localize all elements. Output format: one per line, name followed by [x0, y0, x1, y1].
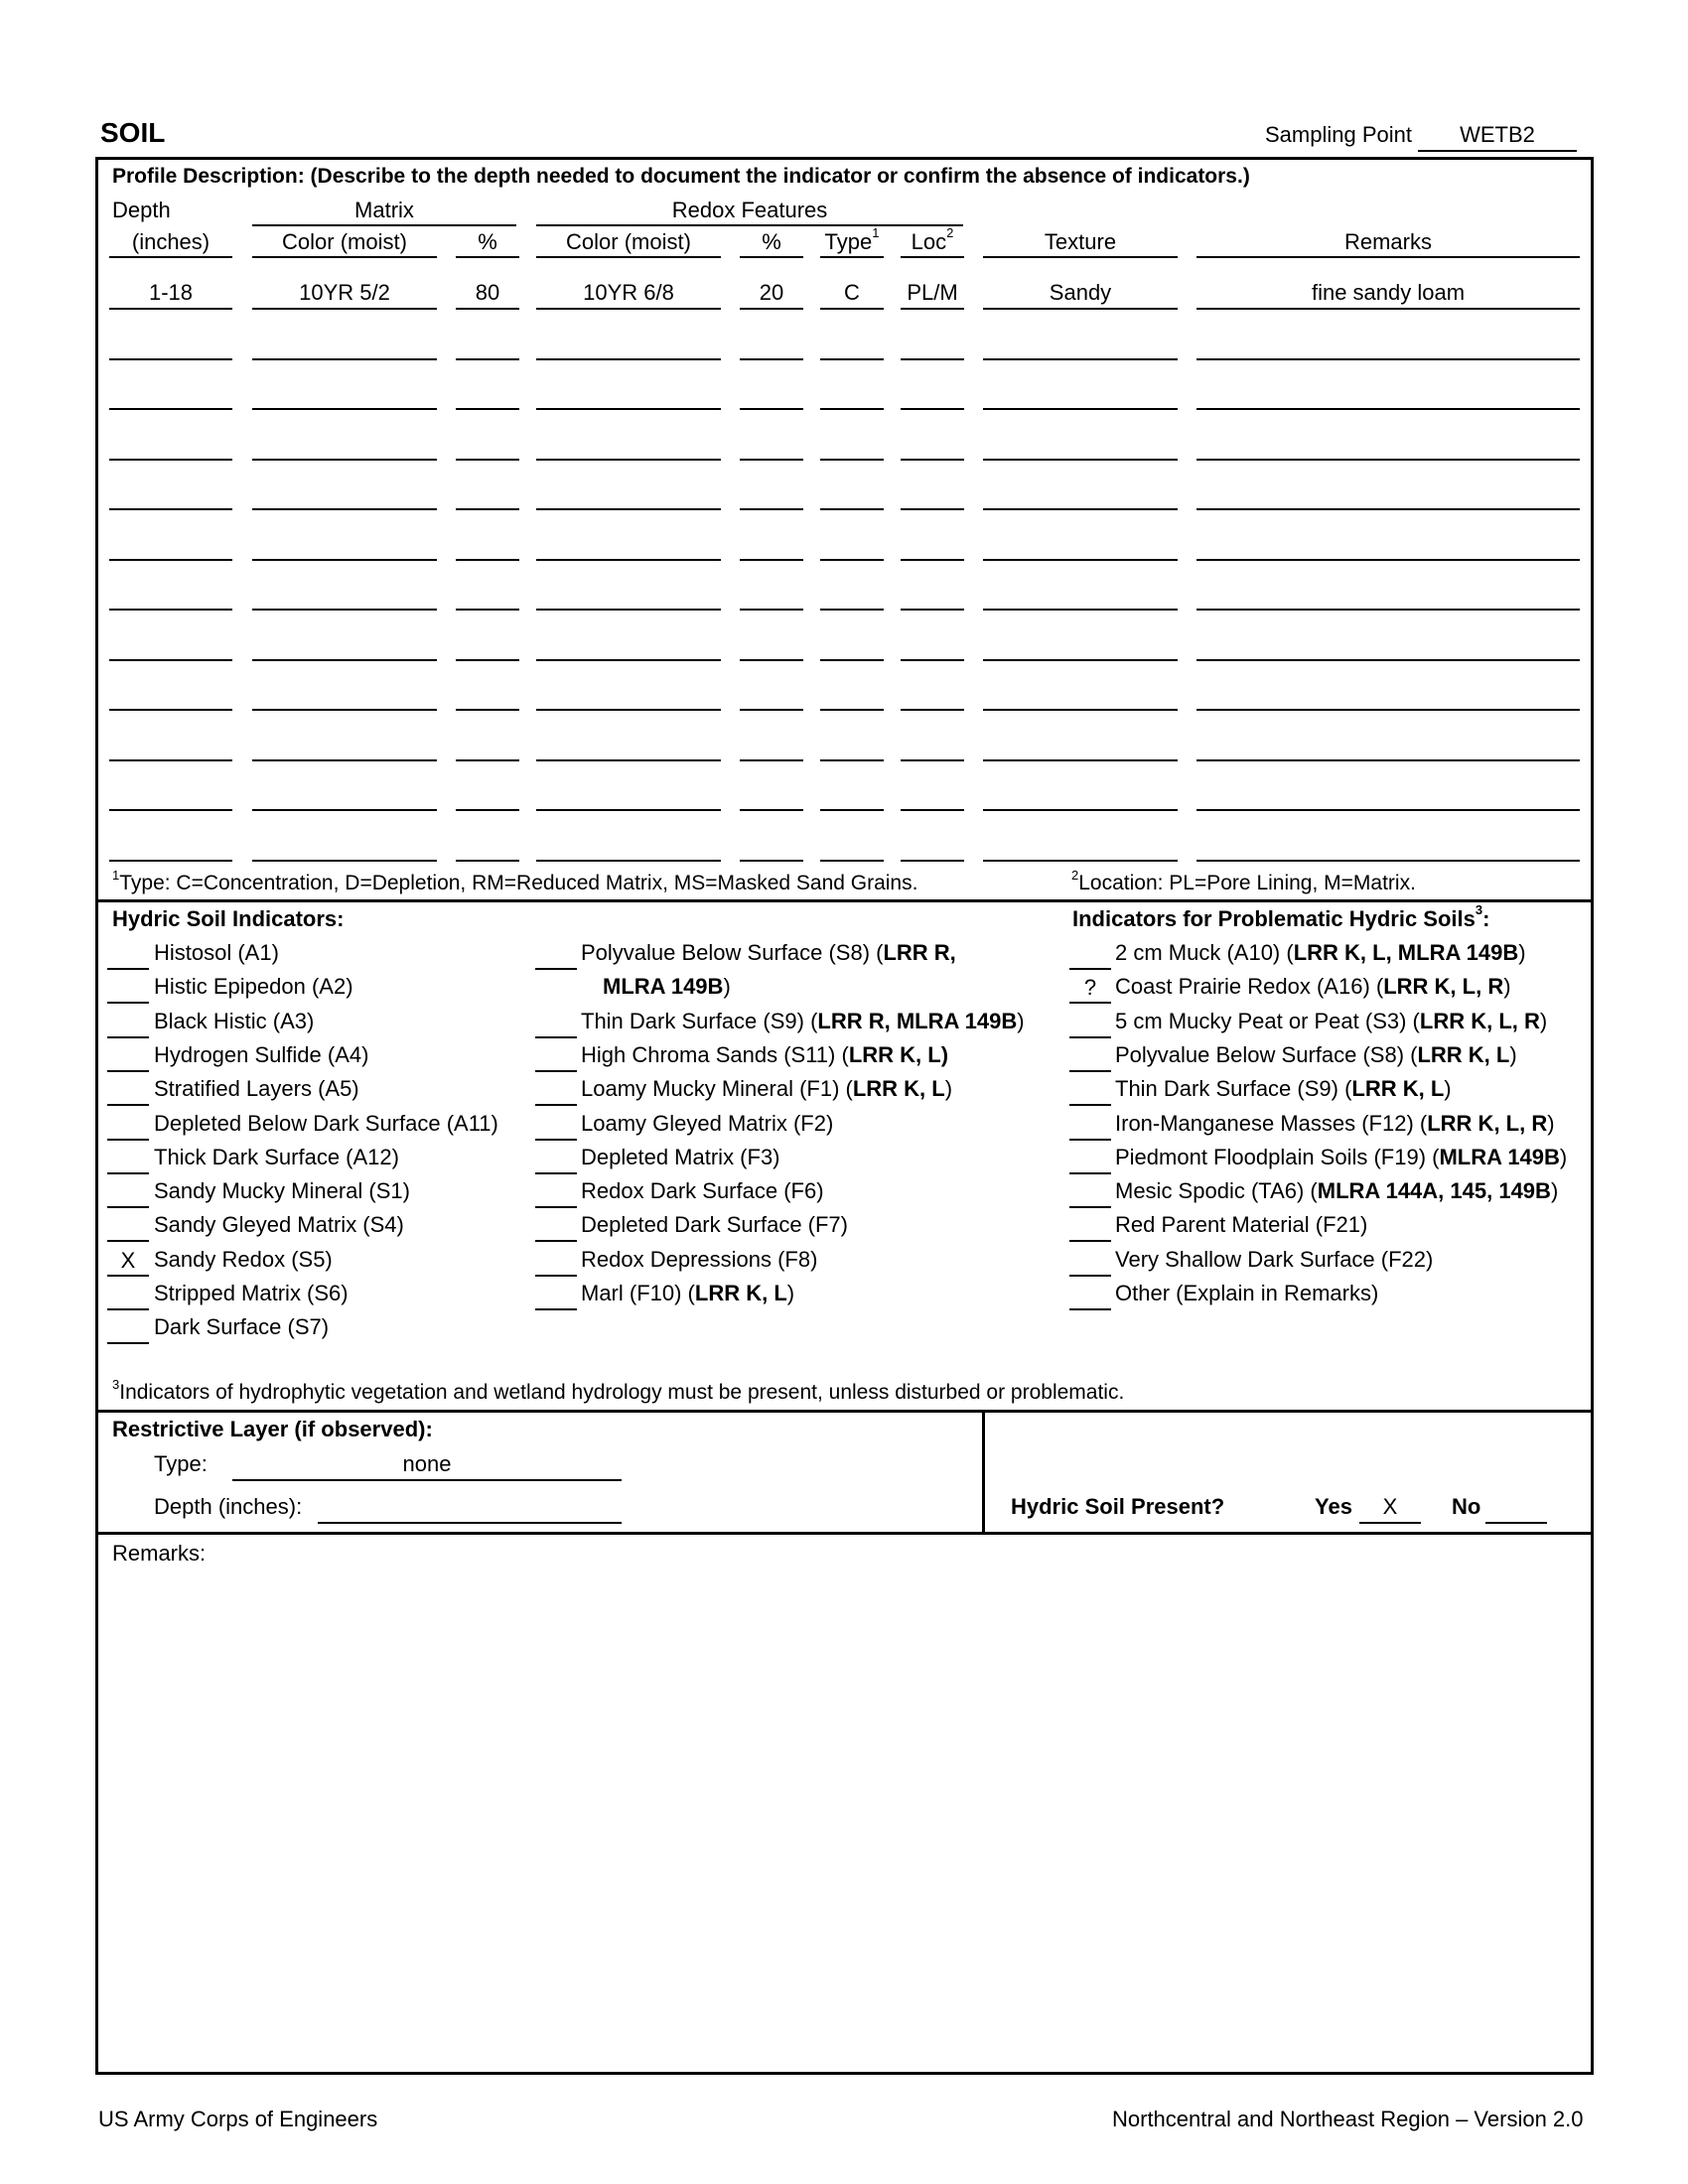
profile-redox-percent-field[interactable]: [740, 380, 803, 410]
profile-depth-field[interactable]: [109, 631, 232, 661]
profile-type-field[interactable]: [820, 431, 884, 461]
section-divider: [95, 1532, 1594, 1535]
profile-type-field[interactable]: [820, 832, 884, 862]
hydric-indicator-label: Redox Dark Surface (F6): [581, 1178, 824, 1204]
profile-matrix-percent-field[interactable]: [456, 781, 519, 811]
problematic-indicator-label: Coast Prairie Redox (A16) (LRR K, L, R): [1115, 974, 1511, 1000]
problematic-indicator-label: Thin Dark Surface (S9) (LRR K, L): [1115, 1076, 1452, 1102]
hydric-indicator-checkbox[interactable]: [535, 1111, 577, 1141]
hydric-indicator-label: Histic Epipedon (A2): [154, 974, 353, 1000]
profile-matrix-color-field[interactable]: [252, 732, 437, 761]
profile-matrix-percent-field[interactable]: [456, 631, 519, 661]
hydric-yes-value: X: [1382, 1494, 1398, 1519]
problematic-indicator-checkbox[interactable]: [1069, 1009, 1111, 1038]
problematic-indicator-checkbox[interactable]: [1069, 1281, 1111, 1310]
profile-matrix-color-field[interactable]: 10YR 5/2: [252, 280, 437, 310]
profile-depth-field[interactable]: [109, 531, 232, 561]
footnote-2: $^2$Location: PL=Pore Lining, M=Matrix.: [1071, 868, 1416, 894]
profile-matrix-percent-field[interactable]: [456, 832, 519, 862]
column-header-redox-color: Color (moist): [566, 229, 691, 254]
hydric-indicator-checkbox[interactable]: [535, 1042, 577, 1072]
profile-matrix-color-field[interactable]: [252, 380, 437, 410]
problematic-indicator-label: Piedmont Floodplain Soils (F19) (MLRA 149B): [1115, 1144, 1568, 1169]
hydric-indicator-label: Thin Dark Surface (S9) (LRR R, MLRA 149B): [581, 1008, 1025, 1033]
hydric-indicator-checkbox[interactable]: [107, 1009, 149, 1038]
problematic-indicator-label: Very Shallow Dark Surface (F22): [1115, 1246, 1434, 1272]
profile-remarks-field[interactable]: [1196, 681, 1580, 711]
profile-remarks-field[interactable]: [1196, 732, 1580, 761]
problematic-indicator-label: Iron-Manganese Masses (F12) (LRR K, L, R): [1115, 1110, 1555, 1136]
problematic-indicator-checkbox[interactable]: [1069, 1212, 1111, 1242]
column-header-rule: [536, 256, 721, 258]
column-header-rule: [1196, 256, 1580, 258]
profile-texture-field[interactable]: [983, 380, 1178, 410]
profile-redox-color-field[interactable]: [536, 681, 721, 711]
problematic-indicator-checkbox[interactable]: [1069, 1111, 1111, 1141]
problematic-indicator-label: 5 cm Mucky Peat or Peat (S3) (LRR K, L, R): [1115, 1008, 1548, 1033]
profile-matrix-color-field[interactable]: [252, 631, 437, 661]
profile-redox-percent-field[interactable]: [740, 431, 803, 461]
hydric-indicator-checkbox[interactable]: [535, 1009, 577, 1038]
profile-matrix-percent-field[interactable]: [456, 531, 519, 561]
page-title: SOIL: [100, 117, 166, 148]
profile-loc-field[interactable]: [901, 681, 964, 711]
profile-depth-field[interactable]: [109, 681, 232, 711]
profile-remarks-field[interactable]: [1196, 832, 1580, 862]
problematic-indicator-label: Mesic Spodic (TA6) (MLRA 144A, 145, 149B): [1115, 1178, 1559, 1204]
remarks-label: Remarks:: [112, 1541, 207, 1566]
profile-redox-color-field[interactable]: [536, 832, 721, 862]
column-header-rule: [901, 256, 964, 258]
profile-loc-field[interactable]: PL/M: [901, 280, 964, 310]
profile-redox-color-field[interactable]: [536, 380, 721, 410]
profile-type-field[interactable]: [820, 581, 884, 611]
remarks-area[interactable]: [109, 1573, 1579, 2065]
profile-matrix-percent-field[interactable]: 80: [456, 280, 519, 310]
column-header-matrix-color: Color (moist): [282, 229, 407, 254]
profile-texture-field[interactable]: Sandy: [983, 280, 1178, 310]
vertical-divider: [982, 1410, 985, 1535]
profile-remarks-field[interactable]: [1196, 431, 1580, 461]
restrictive-type-field[interactable]: [232, 1451, 622, 1481]
profile-depth-field[interactable]: [109, 781, 232, 811]
hydric-indicator-checkbox[interactable]: [107, 940, 149, 970]
problematic-indicator-checkbox[interactable]: [1069, 1145, 1111, 1174]
profile-redox-percent-field[interactable]: [740, 681, 803, 711]
profile-redox-percent-field[interactable]: [740, 531, 803, 561]
profile-redox-percent-field[interactable]: 20: [740, 280, 803, 310]
profile-depth-field[interactable]: [109, 380, 232, 410]
hydric-indicator-checkbox[interactable]: [535, 1076, 577, 1106]
profile-matrix-color-field[interactable]: [252, 331, 437, 360]
hydric-indicator-label: Sandy Redox (S5): [154, 1246, 333, 1272]
profile-texture-field[interactable]: [983, 681, 1178, 711]
restrictive-type-label: Type:: [154, 1451, 208, 1476]
column-header-matrix-percent: %: [478, 229, 497, 254]
profile-matrix-percent-field[interactable]: [456, 681, 519, 711]
profile-matrix-percent-field[interactable]: [456, 581, 519, 611]
redox-group-label: Redox Features: [671, 198, 828, 222]
profile-type-field[interactable]: [820, 531, 884, 561]
hydric-present-label: Hydric Soil Present?: [1011, 1494, 1225, 1519]
profile-depth-field[interactable]: [109, 581, 232, 611]
profile-loc-field[interactable]: [901, 781, 964, 811]
footnote-3: $^3$Indicators of hydrophytic vegetation and wetland hydrology must be present, unless disturbed or problematic.: [112, 1377, 1125, 1404]
hydric-no-label: No: [1452, 1494, 1481, 1519]
profile-redox-percent-field[interactable]: [740, 331, 803, 360]
column-header-rule: [820, 256, 884, 258]
hydric-indicator-checkbox[interactable]: [107, 1111, 149, 1141]
profile-depth-field[interactable]: [109, 331, 232, 360]
profile-type-field[interactable]: [820, 631, 884, 661]
profile-redox-percent-field[interactable]: [740, 781, 803, 811]
profile-type-field[interactable]: C: [820, 280, 884, 310]
profile-matrix-color-field[interactable]: [252, 531, 437, 561]
profile-matrix-color-field[interactable]: [252, 581, 437, 611]
column-header-loc: Loc$^2$: [911, 225, 954, 254]
section-divider: [95, 899, 1594, 902]
profile-matrix-color-field[interactable]: [252, 832, 437, 862]
profile-loc-field[interactable]: [901, 832, 964, 862]
column-header-redox-percent: %: [762, 229, 781, 254]
sampling-point-field[interactable]: [1418, 122, 1577, 152]
problematic-indicator-label: Other (Explain in Remarks): [1115, 1281, 1379, 1305]
profile-remarks-field[interactable]: [1196, 581, 1580, 611]
profile-matrix-color-field[interactable]: [252, 781, 437, 811]
problematic-indicator-checkbox[interactable]: [1069, 940, 1111, 970]
profile-redox-color-field[interactable]: [536, 331, 721, 360]
problematic-indicator-label: Polyvalue Below Surface (S8) (LRR K, L): [1115, 1041, 1517, 1067]
profile-texture-field[interactable]: [983, 431, 1178, 461]
hydric-indicator-checkbox[interactable]: X: [107, 1247, 149, 1277]
hydric-indicator-checkbox[interactable]: [535, 940, 577, 970]
profile-remarks-field[interactable]: [1196, 781, 1580, 811]
column-header-rule: [109, 256, 232, 258]
profile-loc-field[interactable]: [901, 732, 964, 761]
profile-loc-field[interactable]: [901, 431, 964, 461]
profile-depth-field[interactable]: [109, 431, 232, 461]
footnote-1: $^1$Type: C=Concentration, D=Depletion, RM=Reduced Matrix, MS=Masked Sand Grains.: [112, 868, 918, 894]
hydric-indicator-checkbox[interactable]: [535, 1145, 577, 1174]
sampling-point-label: Sampling Point: [1265, 122, 1412, 147]
column-header-rule: [456, 256, 519, 258]
column-header-depth: (inches): [131, 229, 211, 254]
profile-matrix-color-field[interactable]: [252, 480, 437, 510]
profile-remarks-field[interactable]: [1196, 380, 1580, 410]
problematic-indicator-checkbox[interactable]: [1069, 1178, 1111, 1208]
profile-type-field[interactable]: [820, 380, 884, 410]
profile-depth-field[interactable]: [109, 480, 232, 510]
profile-redox-percent-field[interactable]: [740, 832, 803, 862]
profile-redox-color-field[interactable]: 10YR 6/8: [536, 280, 721, 310]
hydric-indicator-label: Dark Surface (S7): [154, 1314, 330, 1340]
profile-loc-field[interactable]: [901, 331, 964, 360]
hydric-indicator-checkbox[interactable]: [107, 1178, 149, 1208]
hydric-indicator-checkbox[interactable]: [107, 1145, 149, 1174]
problematic-indicators-title: Indicators for Problematic Hydric Soils$^3$:: [1072, 902, 1490, 931]
restrictive-layer-title: Restrictive Layer (if observed):: [112, 1417, 433, 1441]
profile-title: Profile Description: (Describe to the depth needed to document the indicator or confirm the absence of indicators.): [112, 165, 1250, 188]
profile-texture-field[interactable]: [983, 732, 1178, 761]
hydric-indicator-checkbox[interactable]: [535, 1247, 577, 1277]
hydric-indicator-label: Sandy Mucky Mineral (S1): [154, 1178, 410, 1204]
profile-matrix-color-field[interactable]: [252, 681, 437, 711]
hydric-indicator-label: Polyvalue Below Surface (S8) (LRR R,: [581, 940, 956, 965]
profile-matrix-percent-field[interactable]: [456, 380, 519, 410]
profile-redox-color-field[interactable]: [536, 531, 721, 561]
profile-redox-color-field[interactable]: [536, 431, 721, 461]
profile-texture-field[interactable]: [983, 781, 1178, 811]
hydric-indicator-label: Sandy Gleyed Matrix (S4): [154, 1212, 404, 1238]
hydric-no-field[interactable]: [1485, 1494, 1547, 1524]
profile-loc-field[interactable]: [901, 380, 964, 410]
column-header-rule: [740, 256, 803, 258]
footer-region: Northcentral and Northeast Region – Version 2.0: [1112, 2107, 1584, 2131]
profile-redox-color-field[interactable]: [536, 480, 721, 510]
hydric-indicator-checkbox[interactable]: [535, 1178, 577, 1208]
hydric-indicator-checkbox[interactable]: [107, 974, 149, 1004]
matrix-group-label: Matrix: [354, 198, 414, 222]
restrictive-type-value: none: [402, 1451, 452, 1476]
hydric-indicator-label: Stratified Layers (A5): [154, 1076, 359, 1102]
sampling-point-value: WETB2: [1460, 122, 1535, 147]
column-header-remarks: Remarks: [1343, 229, 1432, 254]
hydric-indicator-checkbox[interactable]: [107, 1212, 149, 1242]
profile-loc-field[interactable]: [901, 480, 964, 510]
profile-loc-field[interactable]: [901, 631, 964, 661]
hydric-indicator-label: Loamy Gleyed Matrix (F2): [581, 1110, 834, 1136]
section-divider: [95, 1410, 1594, 1413]
problematic-indicator-checkbox[interactable]: ?: [1069, 974, 1111, 1004]
restrictive-depth-label: Depth (inches):: [154, 1494, 303, 1519]
problematic-indicator-checkbox[interactable]: [1069, 1042, 1111, 1072]
profile-remarks-field[interactable]: fine sandy loam: [1196, 280, 1580, 310]
hydric-indicator-label: Loamy Mucky Mineral (F1) (LRR K, L): [581, 1076, 953, 1102]
problematic-indicator-label: Red Parent Material (F21): [1115, 1212, 1368, 1238]
profile-texture-field[interactable]: [983, 531, 1178, 561]
column-header-texture: Texture: [1044, 229, 1117, 254]
profile-matrix-percent-field[interactable]: [456, 732, 519, 761]
hydric-indicator-label: Marl (F10) (LRR K, L): [581, 1281, 795, 1305]
profile-redox-percent-field[interactable]: [740, 480, 803, 510]
profile-remarks-field[interactable]: [1196, 331, 1580, 360]
hydric-indicator-label: Stripped Matrix (S6): [154, 1281, 349, 1305]
profile-type-field[interactable]: [820, 732, 884, 761]
hydric-yes-field[interactable]: [1359, 1494, 1421, 1524]
hydric-indicator-label: Hydrogen Sulfide (A4): [154, 1041, 369, 1067]
hydric-yes-label: Yes: [1315, 1494, 1352, 1519]
profile-remarks-field[interactable]: [1196, 480, 1580, 510]
hydric-indicators-title: Hydric Soil Indicators:: [112, 906, 345, 931]
hydric-indicator-label: Depleted Matrix (F3): [581, 1144, 780, 1169]
profile-matrix-percent-field[interactable]: [456, 431, 519, 461]
profile-redox-color-field[interactable]: [536, 581, 721, 611]
restrictive-depth-field[interactable]: [318, 1494, 622, 1524]
profile-texture-field[interactable]: [983, 631, 1178, 661]
profile-type-field[interactable]: [820, 331, 884, 360]
profile-redox-color-field[interactable]: [536, 781, 721, 811]
hydric-indicator-label: MLRA 149B): [603, 974, 731, 1000]
profile-redox-color-field[interactable]: [536, 631, 721, 661]
hydric-indicator-label: Black Histic (A3): [154, 1008, 315, 1033]
hydric-indicator-checkbox[interactable]: [107, 1076, 149, 1106]
redox-group-rule: [536, 224, 963, 226]
profile-depth-field[interactable]: 1-18: [109, 280, 232, 310]
hydric-indicator-checkbox[interactable]: [107, 1281, 149, 1310]
profile-redox-color-field[interactable]: [536, 732, 721, 761]
hydric-indicator-label: Histosol (A1): [154, 940, 279, 965]
profile-loc-field[interactable]: [901, 581, 964, 611]
column-header-type: Type$^1$: [824, 225, 880, 254]
profile-texture-field[interactable]: [983, 480, 1178, 510]
profile-matrix-color-field[interactable]: [252, 431, 437, 461]
profile-depth-field[interactable]: [109, 732, 232, 761]
profile-type-field[interactable]: [820, 681, 884, 711]
column-header-rule: [252, 256, 437, 258]
profile-redox-percent-field[interactable]: [740, 631, 803, 661]
profile-depth-field[interactable]: [109, 832, 232, 862]
profile-type-field[interactable]: [820, 781, 884, 811]
depth-group-label: Depth: [112, 198, 171, 222]
profile-remarks-field[interactable]: [1196, 531, 1580, 561]
profile-texture-field[interactable]: [983, 581, 1178, 611]
hydric-indicator-checkbox[interactable]: [107, 1042, 149, 1072]
hydric-indicator-label: Thick Dark Surface (A12): [154, 1144, 399, 1169]
problematic-indicator-checkbox[interactable]: [1069, 1247, 1111, 1277]
profile-texture-field[interactable]: [983, 832, 1178, 862]
hydric-indicator-checkbox[interactable]: [535, 1212, 577, 1242]
hydric-indicator-label: High Chroma Sands (S11) (LRR K, L): [581, 1041, 949, 1067]
problematic-indicator-label: 2 cm Muck (A10) (LRR K, L, MLRA 149B): [1115, 940, 1526, 965]
problematic-indicator-checkbox[interactable]: [1069, 1076, 1111, 1106]
hydric-indicator-label: Redox Depressions (F8): [581, 1246, 818, 1272]
footer-agency: US Army Corps of Engineers: [98, 2107, 378, 2131]
matrix-group-rule: [252, 224, 516, 226]
column-header-rule: [983, 256, 1178, 258]
profile-texture-field[interactable]: [983, 331, 1178, 360]
profile-redox-percent-field[interactable]: [740, 732, 803, 761]
hydric-indicator-label: Depleted Below Dark Surface (A11): [154, 1110, 498, 1136]
hydric-indicator-checkbox[interactable]: [535, 1281, 577, 1310]
profile-type-field[interactable]: [820, 480, 884, 510]
profile-matrix-percent-field[interactable]: [456, 480, 519, 510]
profile-loc-field[interactable]: [901, 531, 964, 561]
hydric-indicator-label: Depleted Dark Surface (F7): [581, 1212, 848, 1238]
hydric-indicator-checkbox[interactable]: [107, 1314, 149, 1344]
profile-matrix-percent-field[interactable]: [456, 331, 519, 360]
profile-redox-percent-field[interactable]: [740, 581, 803, 611]
profile-remarks-field[interactable]: [1196, 631, 1580, 661]
